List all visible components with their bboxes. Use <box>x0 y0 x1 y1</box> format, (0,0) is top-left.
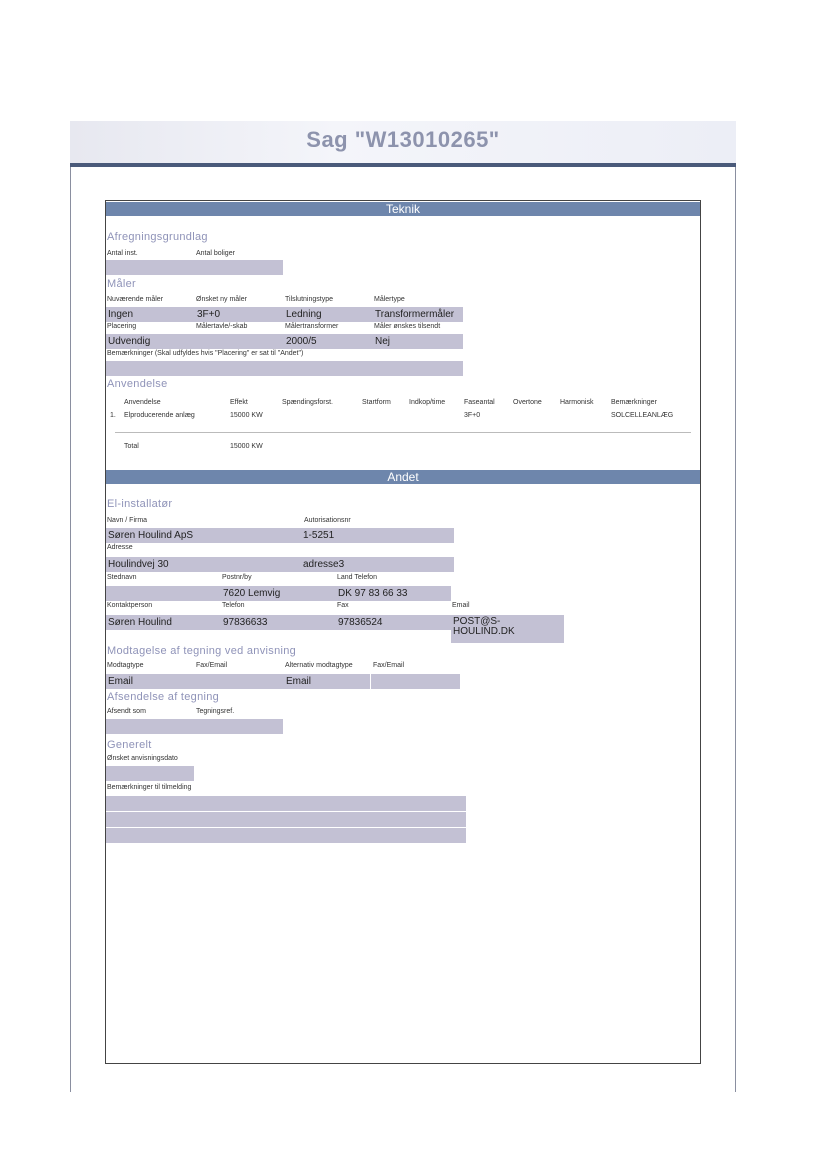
label-stednavn: Stednavn <box>107 574 137 581</box>
field-kontaktperson[interactable]: Søren Houlind <box>106 615 221 630</box>
section-header-teknik: Teknik <box>106 202 700 216</box>
label-tegningsref: Tegningsref. <box>196 708 235 715</box>
field-bemaerkninger-1[interactable] <box>106 796 466 811</box>
field-email[interactable] <box>451 615 564 643</box>
field-alternativ-modtagtype[interactable]: Email <box>284 674 370 689</box>
label-maaler-tilsendt: Måler ønskes tilsendt <box>374 323 441 330</box>
row-number: 1. <box>110 412 116 419</box>
field-anvisningsdato[interactable] <box>106 766 194 781</box>
label-tilslutningstype: Tilslutningstype <box>285 296 333 303</box>
field-onsket-maaler[interactable]: 3F+0 <box>195 307 284 322</box>
label-modtagtype: Modtagtype <box>107 662 144 669</box>
table-divider <box>115 432 691 433</box>
label-anvisningsdato: Ønsket anvisningsdato <box>107 755 178 762</box>
col-harmonisk: Harmonisk <box>560 399 594 406</box>
col-anvendelse: Anvendelse <box>124 399 161 406</box>
field-nuvaerende-maaler[interactable]: Ingen <box>106 307 195 322</box>
heading-maaler: Måler <box>107 278 137 290</box>
label-maalertype: Målertype <box>374 296 405 303</box>
row-anvendelse: Elproducerende anlæg <box>124 412 195 419</box>
label-alternativ-modtagtype: Alternativ modtagtype <box>285 662 353 669</box>
row-bemaerkninger: SOLCELLEANLÆG <box>611 412 674 419</box>
label-antal-boliger: Antal boliger <box>196 250 235 257</box>
label-onsket-maaler: Ønsket ny måler <box>196 296 247 303</box>
label-fax-email-2: Fax/Email <box>373 662 405 669</box>
label-placering: Placering <box>107 323 137 330</box>
col-startform: Startform <box>362 399 391 406</box>
col-spaendingsforst: Spændingsforst. <box>282 399 333 406</box>
field-modtagtype[interactable]: Email <box>106 674 284 689</box>
field-telefon[interactable]: 97836633 <box>221 615 336 630</box>
heading-el-installator: El-installatør <box>107 498 173 510</box>
label-fax-email: Fax/Email <box>196 662 228 669</box>
field-adresse[interactable]: Houlindvej 30 <box>106 557 301 572</box>
field-land-telefon[interactable]: DK 97 83 66 33 <box>336 586 451 601</box>
heading-modtagelse: Modtagelse af tegning ved anvisning <box>107 645 297 657</box>
field-adresse3[interactable]: adresse3 <box>301 557 454 572</box>
label-email: Email <box>452 602 470 609</box>
field-autorisationsnr[interactable]: 1-5251 <box>301 528 454 543</box>
label-fax: Fax <box>337 602 349 609</box>
label-maalertransformer: Målertransformer <box>285 323 339 330</box>
label-autorisationsnr: Autorisationsnr <box>304 517 351 524</box>
field-stednavn[interactable] <box>106 586 221 601</box>
label-antal-inst: Antal inst. <box>107 250 138 257</box>
col-indkop: Indkop/time <box>409 399 446 406</box>
label-telefon: Telefon <box>222 602 245 609</box>
col-effekt: Effekt <box>230 399 248 406</box>
col-overtone: Overtone <box>513 399 542 406</box>
label-afsendt-som: Afsendt som <box>107 708 146 715</box>
field-bemaerkninger-3[interactable] <box>106 828 466 843</box>
left-margin-line <box>70 167 71 1092</box>
heading-afregningsgrundlag: Afregningsgrundlag <box>107 231 208 243</box>
field-bemaerkninger-maaler[interactable] <box>106 361 463 376</box>
email-line-2: HOULIND.DK <box>453 626 515 637</box>
field-placering[interactable]: Udvendig <box>106 334 195 349</box>
field-antal[interactable] <box>106 260 283 275</box>
heading-anvendelse: Anvendelse <box>107 378 168 390</box>
header-rule <box>70 163 736 167</box>
total-value: 15000 KW <box>230 443 263 450</box>
row-faseantal: 3F+0 <box>464 412 481 419</box>
label-nuvaerende-maaler: Nuværende måler <box>107 296 164 303</box>
field-maalertransformer[interactable]: 2000/5 <box>284 334 373 349</box>
label-kontaktperson: Kontaktperson <box>107 602 153 609</box>
heading-afsendelse: Afsendelse af tegning <box>107 691 220 703</box>
field-postnr-by[interactable]: 7620 Lemvig <box>221 586 336 601</box>
right-margin-line <box>735 167 736 1092</box>
total-label: Total <box>124 443 139 450</box>
col-bemaerkninger: Bemærkninger <box>611 399 657 406</box>
field-fax[interactable]: 97836524 <box>336 615 451 630</box>
page-title: Sag "W13010265" <box>306 127 500 152</box>
field-navn-firma[interactable]: Søren Houlind ApS <box>106 528 301 543</box>
field-bemaerkninger-2[interactable] <box>106 812 466 827</box>
label-postnr-by: Postnr/by <box>222 574 252 581</box>
heading-generelt: Generelt <box>107 739 152 751</box>
field-maalertavle[interactable] <box>195 334 284 349</box>
label-adresse: Adresse <box>107 544 133 551</box>
field-maalertype[interactable]: Transformermåler <box>373 307 463 322</box>
section-header-andet: Andet <box>106 470 700 484</box>
label-maalertavle: Målertavle/-skab <box>196 323 248 330</box>
field-maaler-tilsendt[interactable]: Nej <box>373 334 463 349</box>
label-bemaerkninger-maaler: Bemærkninger (Skal udfyldes hvis "Placering" er sat til "Andet") <box>107 350 304 357</box>
label-bemaerkninger-tilmelding: Bemærkninger til tilmelding <box>107 784 192 791</box>
field-fax-email-2[interactable] <box>371 674 460 689</box>
col-faseantal: Faseantal <box>464 399 495 406</box>
row-effekt: 15000 KW <box>230 412 263 419</box>
email-line-1: POST@S- <box>453 616 501 627</box>
label-land-telefon: Land Telefon <box>337 574 377 581</box>
field-tilslutningstype[interactable]: Ledning <box>284 307 373 322</box>
label-navn-firma: Navn / Firma <box>107 517 148 524</box>
field-afsendelse[interactable] <box>106 719 283 734</box>
